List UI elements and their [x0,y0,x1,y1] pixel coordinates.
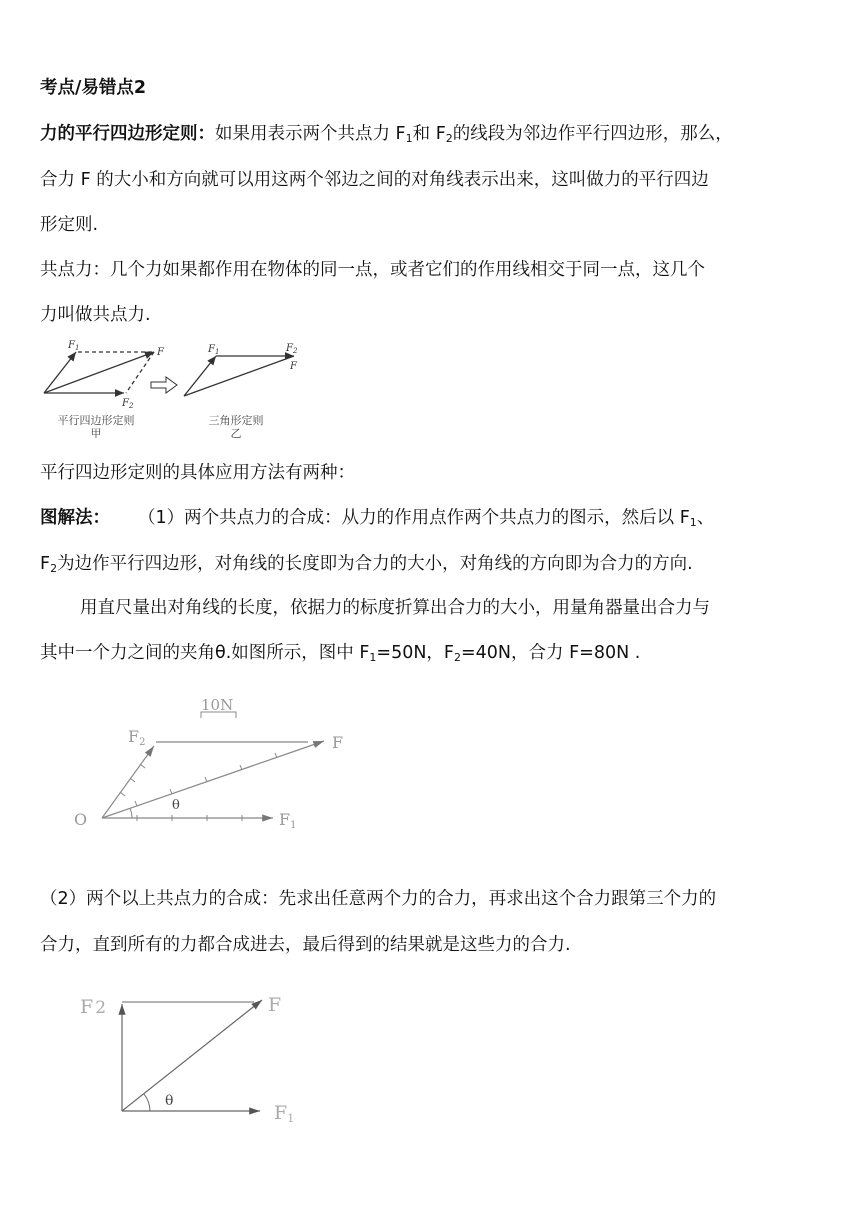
angle-arc [144,1094,150,1111]
fig2-theta: θ [172,798,180,813]
force-diagram-scale [68,698,348,838]
rule-line-1: 力的平行四边形定则：如果用表示两个共点力 $F_1$和 $F_2$的线段为邻边作平行四边形，那么， [40,124,733,145]
fig2-label-origin: O [74,810,88,829]
resultant-vector [102,741,324,818]
fig3-label-f1: F1 [274,1102,295,1125]
fig3-label-f2: F 2 [80,996,107,1018]
parallelogram-triangle-figure [36,338,316,438]
fig2-label-f: F [332,733,344,752]
right-caption: 三角形定则 [208,414,264,427]
graphic-line-4: 其中一个力之间的夹角θ.如图所示，图中 $F_1=50N$，$F_2=40N$，合力 F=80N . [40,643,641,664]
graphic-term: 图解法： [40,508,110,528]
f2-vector [102,746,154,818]
rule-term: 力的平行四边形定则： [40,124,215,144]
heading: 考点/易错点2 [40,78,147,98]
fig1-right-label-f2: $F_2$ [286,343,298,355]
perpendicular-force-diagram [72,988,312,1128]
dashed-side-right [126,352,154,393]
graphic-line-3: 用直尺量出对角线的长度，依据力的标度折算出合力的大小，用量角器量出合力与 [80,598,710,618]
graphic-line-2: $F_2$为边作平行四边形，对角线的长度即为合力的大小，对角线的方向即为合力的方向. [40,554,693,575]
fig1-right-label-f1: $F_1$ [208,344,220,356]
concurrent-line-2: 力叫做共点力. [40,305,151,325]
fig1-label-f2: $F_2$ [122,398,134,410]
methods-intro: 平行四边形定则的具体应用方法有两种： [40,463,355,483]
scale-label: 10N [201,698,234,714]
fig1-label-f: F [157,347,164,358]
multi-line-2: 合力，直到所有的力都合成进去，最后得到的结果就是这些力的合力. [40,935,571,955]
fig3-theta: θ [165,1093,174,1109]
left-caption: 平行四边形定则 [57,414,135,427]
left-label: 甲 [90,427,102,438]
fig1-right-label-f: F [290,361,297,372]
right-label: 乙 [230,427,242,438]
multi-line-1: （2）两个以上共点力的合成：先求出任意两个力的合力，再求出这个合力跟第三个力的 [40,889,717,909]
fig1-label-f1: $F_1$ [68,340,80,352]
hollow-arrow-icon [151,377,177,393]
rule-line-3: 形定则. [40,215,99,235]
angle-arc [130,808,132,818]
graphic-line-1: 图解法： （1）两个共点力的合成：从力的作用点作两个共点力的图示，然后以 $F_1$、 [40,508,715,529]
rule-line-2: 合力 F 的大小和方向就可以用这两个邻边之间的对角线表示出来，这叫做力的平行四边 [40,170,709,190]
concurrent-line-1: 共点力：几个力如果都作用在物体的同一点，或者它们的作用线相交于同一点，这几个 [40,260,705,280]
fig3-label-f: F [268,994,282,1016]
resultant-vector [122,1000,262,1111]
fig2-label-f2: F2 [128,727,146,748]
fig2-label-f1: F1 [279,810,297,831]
